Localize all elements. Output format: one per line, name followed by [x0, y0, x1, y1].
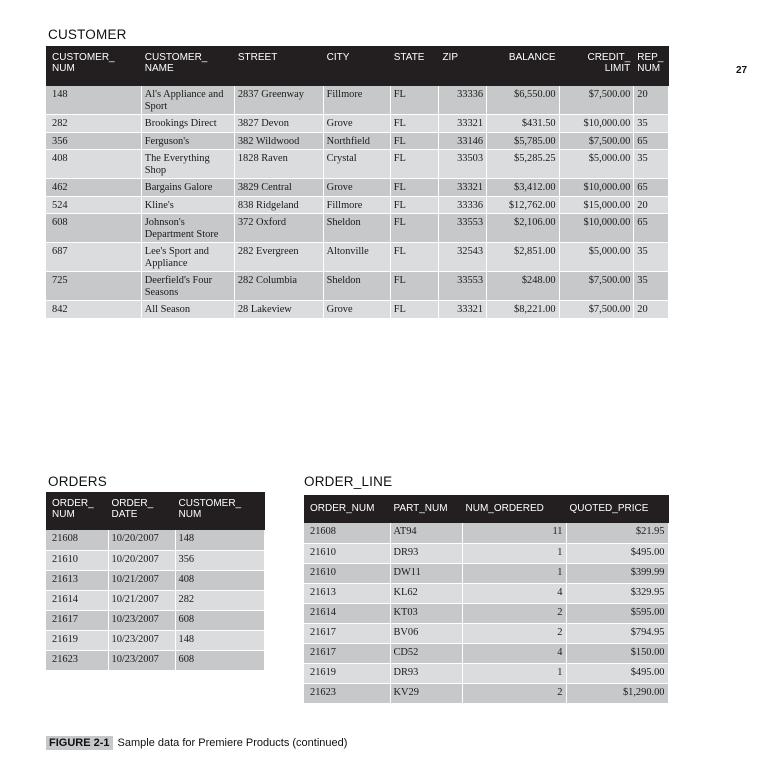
table-cell: Grove — [323, 115, 390, 133]
table-cell: 1 — [462, 543, 566, 563]
table-cell: $5,000.00 — [559, 150, 634, 179]
page-number: 27 — [736, 65, 748, 76]
table-cell: 20 — [634, 196, 669, 214]
table-cell: 20 — [634, 301, 669, 319]
table-cell: $794.95 — [566, 623, 668, 643]
table-cell: 35 — [634, 115, 669, 133]
table-row — [304, 623, 668, 643]
table-cell: Fillmore — [323, 86, 390, 115]
table-cell: 21610 — [46, 550, 108, 570]
table-cell: KV29 — [390, 683, 462, 703]
table-cell: $10,000.00 — [559, 115, 634, 133]
table-cell: FL — [390, 272, 439, 301]
table-cell: $7,500.00 — [559, 132, 634, 150]
table-cell: FL — [390, 115, 439, 133]
table-cell: DR93 — [390, 663, 462, 683]
table-row — [46, 214, 669, 243]
column-header: STATE — [390, 46, 439, 86]
table-cell: 32543 — [439, 243, 487, 272]
table-cell: 35 — [634, 150, 669, 179]
table-row — [46, 630, 264, 650]
table-cell: $6,550.00 — [487, 86, 560, 115]
table-cell: $15,000.00 — [559, 196, 634, 214]
column-header: ORDER_ NUM — [46, 492, 108, 530]
table-cell: Crystal — [323, 150, 390, 179]
table-cell: Lee's Sport and Appliance — [141, 243, 234, 272]
table-cell: Kline's — [141, 196, 234, 214]
table-cell: 21613 — [304, 583, 390, 603]
table-cell: KT03 — [390, 603, 462, 623]
table-cell: 21610 — [304, 563, 390, 583]
table-cell: 21623 — [46, 650, 108, 670]
table-cell: $399.99 — [566, 563, 668, 583]
table-cell: 10/23/2007 — [108, 630, 175, 650]
table-cell: 33503 — [439, 150, 487, 179]
table-cell: Johnson's Department Store — [141, 214, 234, 243]
column-header: CUSTOMER_ NAME — [141, 46, 234, 86]
table-cell: Brookings Direct — [141, 115, 234, 133]
table-row — [46, 115, 669, 133]
table-cell: 21613 — [46, 570, 108, 590]
column-header: PART_NUM — [390, 495, 462, 523]
table-cell: $5,285.25 — [487, 150, 560, 179]
column-header: REP_ NUM — [634, 46, 669, 86]
table-cell: 2 — [462, 603, 566, 623]
column-header: QUOTED_PRICE — [566, 495, 668, 523]
table-row — [46, 590, 264, 610]
table-cell: 1 — [462, 663, 566, 683]
table-cell: 687 — [46, 243, 141, 272]
table-cell: 148 — [175, 630, 264, 650]
table-cell: 35 — [634, 243, 669, 272]
column-header: NUM_ORDERED — [462, 495, 566, 523]
table-cell: 2 — [462, 683, 566, 703]
table-cell: 35 — [634, 272, 669, 301]
figure-caption-text: Sample data for Premiere Products (continued) — [117, 737, 348, 749]
column-header: ORDER_NUM — [304, 495, 390, 523]
table-cell: Fillmore — [323, 196, 390, 214]
table-cell: 21614 — [46, 590, 108, 610]
table-row — [46, 610, 264, 630]
table-cell: $431.50 — [487, 115, 560, 133]
table-cell: BV06 — [390, 623, 462, 643]
table-cell: 21617 — [46, 610, 108, 630]
column-header: CREDIT_ LIMIT — [559, 46, 634, 86]
table-cell: $21.95 — [566, 523, 668, 543]
table-cell: 28 Lakeview — [234, 301, 323, 319]
column-header: CITY — [323, 46, 390, 86]
table-cell: 462 — [46, 179, 141, 197]
table-cell: $7,500.00 — [559, 301, 634, 319]
table-cell: $5,785.00 — [487, 132, 560, 150]
table-cell: 10/21/2007 — [108, 590, 175, 610]
table-cell: 65 — [634, 214, 669, 243]
table-cell: 10/23/2007 — [108, 650, 175, 670]
table-row — [304, 563, 668, 583]
table-cell: FL — [390, 196, 439, 214]
column-header: ZIP — [439, 46, 487, 86]
table-cell: 356 — [46, 132, 141, 150]
table-cell: 65 — [634, 132, 669, 150]
table-cell: Grove — [323, 179, 390, 197]
table-row — [46, 196, 669, 214]
table-cell: 4 — [462, 583, 566, 603]
table-cell: 608 — [46, 214, 141, 243]
table-cell: 21619 — [304, 663, 390, 683]
table-cell: 11 — [462, 523, 566, 543]
order-line-table-title: ORDER_LINE — [304, 474, 393, 489]
table-cell: 33553 — [439, 214, 487, 243]
table-cell: 524 — [46, 196, 141, 214]
table-cell: Northfield — [323, 132, 390, 150]
table-cell: $1,290.00 — [566, 683, 668, 703]
table-row — [46, 150, 669, 179]
table-row — [46, 301, 669, 319]
table-row — [304, 523, 668, 543]
column-header: ORDER_ DATE — [108, 492, 175, 530]
table-cell: 282 — [175, 590, 264, 610]
table-cell: 148 — [175, 530, 264, 550]
table-cell: 842 — [46, 301, 141, 319]
table-cell: All Season — [141, 301, 234, 319]
table-cell: $3,412.00 — [487, 179, 560, 197]
table-cell: Ferguson's — [141, 132, 234, 150]
table-cell: 21608 — [46, 530, 108, 550]
table-cell: 33146 — [439, 132, 487, 150]
table-cell: 725 — [46, 272, 141, 301]
table-cell: 408 — [46, 150, 141, 179]
figure-caption — [46, 737, 347, 749]
table-row — [46, 550, 264, 570]
table-cell: 33321 — [439, 301, 487, 319]
table-cell: 33336 — [439, 86, 487, 115]
table-cell: 608 — [175, 610, 264, 630]
table-row — [304, 543, 668, 563]
table-cell: 2 — [462, 623, 566, 643]
table-cell: $10,000.00 — [559, 179, 634, 197]
table-row — [304, 663, 668, 683]
customer-table-title: CUSTOMER — [48, 27, 127, 42]
table-cell: Deerfield's Four Seasons — [141, 272, 234, 301]
table-cell: 608 — [175, 650, 264, 670]
table-cell: AT94 — [390, 523, 462, 543]
table-cell: 838 Ridgeland — [234, 196, 323, 214]
table-cell: Grove — [323, 301, 390, 319]
table-row — [46, 179, 669, 197]
column-header: CUSTOMER_ NUM — [175, 492, 264, 530]
table-cell: 10/20/2007 — [108, 550, 175, 570]
table-cell: Sheldon — [323, 272, 390, 301]
table-cell: 33336 — [439, 196, 487, 214]
table-cell: Altonville — [323, 243, 390, 272]
table-cell: KL62 — [390, 583, 462, 603]
table-cell: FL — [390, 301, 439, 319]
table-row — [46, 530, 264, 550]
table-cell: 21623 — [304, 683, 390, 703]
table-cell: 21617 — [304, 643, 390, 663]
customer-table — [46, 46, 669, 319]
table-cell: 21617 — [304, 623, 390, 643]
orders-table — [46, 492, 265, 671]
table-cell: $5,000.00 — [559, 243, 634, 272]
table-cell: $12,762.00 — [487, 196, 560, 214]
table-cell: 10/23/2007 — [108, 610, 175, 630]
table-cell: $495.00 — [566, 543, 668, 563]
table-cell: 4 — [462, 643, 566, 663]
table-cell: $595.00 — [566, 603, 668, 623]
table-cell: 1828 Raven — [234, 150, 323, 179]
table-row — [46, 86, 669, 115]
table-cell: 282 Evergreen — [234, 243, 323, 272]
table-row — [46, 243, 669, 272]
table-cell: Sheldon — [323, 214, 390, 243]
table-cell: The Everything Shop — [141, 150, 234, 179]
table-cell: 1 — [462, 563, 566, 583]
table-cell: FL — [390, 214, 439, 243]
table-row — [304, 603, 668, 623]
table-row — [46, 272, 669, 301]
table-cell: 20 — [634, 86, 669, 115]
table-cell: 372 Oxford — [234, 214, 323, 243]
table-cell: FL — [390, 86, 439, 115]
table-cell: 65 — [634, 179, 669, 197]
table-cell: 282 Columbia — [234, 272, 323, 301]
table-cell: 21608 — [304, 523, 390, 543]
table-row — [304, 643, 668, 663]
table-cell: FL — [390, 179, 439, 197]
table-cell: 148 — [46, 86, 141, 115]
table-cell: $150.00 — [566, 643, 668, 663]
table-cell: 3829 Central — [234, 179, 323, 197]
table-row — [304, 583, 668, 603]
table-row — [304, 683, 668, 703]
column-header: STREET — [234, 46, 323, 86]
table-cell: 33553 — [439, 272, 487, 301]
table-cell: 3827 Devon — [234, 115, 323, 133]
order-line-table — [304, 495, 669, 704]
table-cell: $2,106.00 — [487, 214, 560, 243]
table-cell: 382 Wildwood — [234, 132, 323, 150]
table-cell: 282 — [46, 115, 141, 133]
table-cell: 33321 — [439, 179, 487, 197]
table-cell: $329.95 — [566, 583, 668, 603]
table-cell: CD52 — [390, 643, 462, 663]
table-cell: $248.00 — [487, 272, 560, 301]
table-cell: $7,500.00 — [559, 272, 634, 301]
table-cell: $7,500.00 — [559, 86, 634, 115]
table-cell: FL — [390, 132, 439, 150]
table-cell: 21619 — [46, 630, 108, 650]
table-cell: $2,851.00 — [487, 243, 560, 272]
table-cell: 33321 — [439, 115, 487, 133]
column-header: CUSTOMER_ NUM — [46, 46, 141, 86]
table-row — [46, 132, 669, 150]
table-cell: 10/20/2007 — [108, 530, 175, 550]
table-cell: $495.00 — [566, 663, 668, 683]
table-cell: Al's Appliance and Sport — [141, 86, 234, 115]
table-cell: 21614 — [304, 603, 390, 623]
table-cell: FL — [390, 150, 439, 179]
figure-label: FIGURE 2-1 — [46, 736, 113, 750]
table-cell: $8,221.00 — [487, 301, 560, 319]
table-cell: 10/21/2007 — [108, 570, 175, 590]
table-cell: 408 — [175, 570, 264, 590]
table-row — [46, 570, 264, 590]
table-cell: Bargains Galore — [141, 179, 234, 197]
column-header: BALANCE — [487, 46, 560, 86]
orders-table-title: ORDERS — [48, 474, 107, 489]
table-cell: 21610 — [304, 543, 390, 563]
table-cell: 2837 Greenway — [234, 86, 323, 115]
table-cell: DR93 — [390, 543, 462, 563]
table-cell: 356 — [175, 550, 264, 570]
table-cell: $10,000.00 — [559, 214, 634, 243]
table-cell: FL — [390, 243, 439, 272]
table-cell: DW11 — [390, 563, 462, 583]
table-row — [46, 650, 264, 670]
